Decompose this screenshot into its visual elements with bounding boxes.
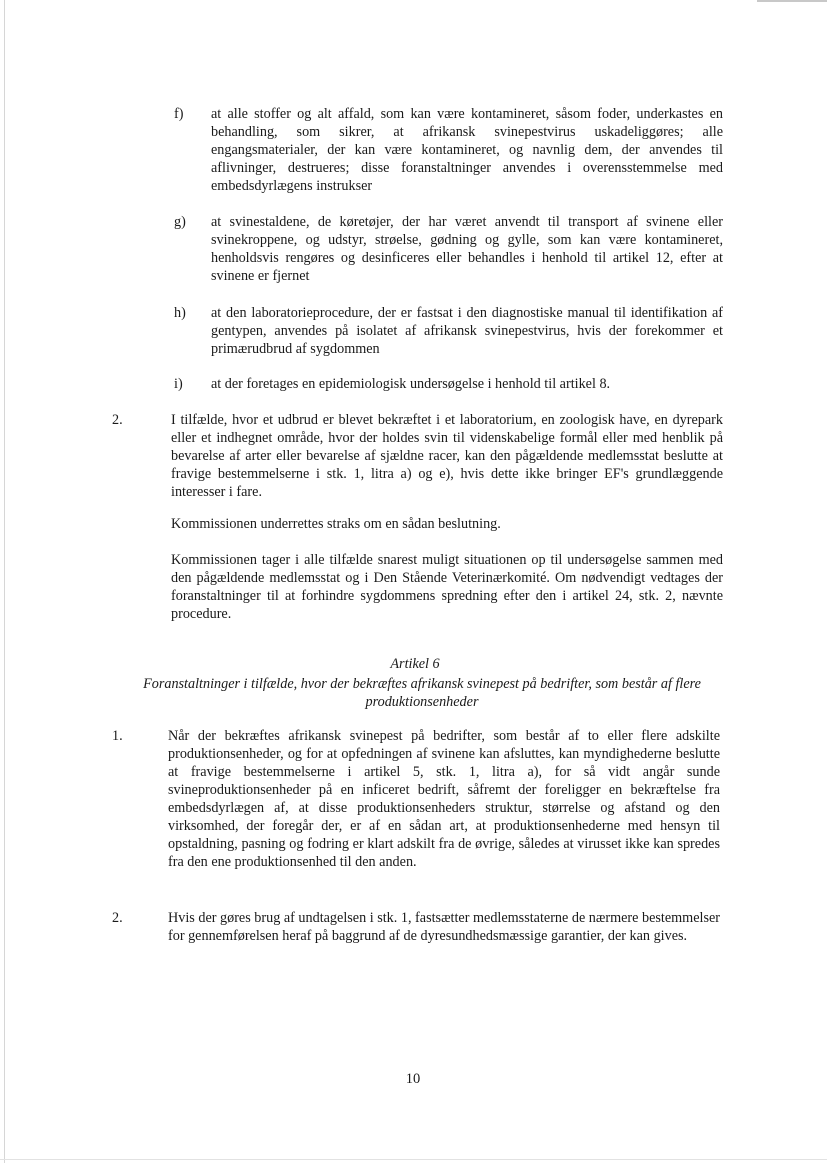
page-number: 10 [405, 1071, 421, 1087]
paragraph-2-notice: Kommissionen underrettes straks om en sådan beslutning. [171, 516, 501, 532]
paragraph-2-review: Kommissionen tager i alle tilfælde snarest muligt situationen op til undersøgelse sammen med den pågældende medlemsstat og i Den Stående Veterinærkomité. Om nødvendigt vedtages der foranstaltninger til at forhindre sygdommens spredning efter den i artikel 24, stk. 2, nævnte procedure. [171, 552, 723, 622]
article-paragraph-number-2: 2. [112, 910, 123, 926]
list-item-label-g: g) [174, 214, 186, 230]
article-subtitle: Foranstaltninger i tilfælde, hvor der bekræftes afrikansk svinepest på bedrifter, som består af flere produktionsenheder [143, 676, 701, 710]
article-paragraph-2-text: Hvis der gøres brug af undtagelsen i stk. 1, fastsætter medlemsstaterne de nærmere bestemmelser for gennemførelsen heraf på baggrund af de dyresundhedsmæssige garantier, der kan gives. [168, 910, 720, 944]
article-paragraph-1-text: Når der bekræftes afrikansk svinepest på bedrifter, som består af to eller flere adskilte produktionsenheder, og for at opfedningen af svinene kan afsluttes, kan myndighederne beslutte at fravige bestemmelserne i artikel 5, stk. 1, litra a), for så vidt angår sunde svineproduktionsenheder på en inficeret bedrift, såfremt der foreligger en bekræftelse fra embedsdyrlægen af, at disse produktionsenheders struktur, størrelse og afstand og den virksomhed, der foregår der, er af en sådan art, at produktionsenhederne med hensyn til opstaldning, pasning og fodring er klart adskilt fra de øvrige, således at virusset ikke kan spredes fra den ene produktionsenhed til den anden. [168, 728, 720, 870]
list-item-text-i: at der foretages en epidemiologisk undersøgelse i henhold til artikel 8. [211, 376, 611, 392]
list-item-label-i: i) [174, 376, 183, 392]
scan-edge-bottom [0, 1159, 827, 1160]
article-paragraph-number-1: 1. [112, 728, 123, 744]
list-item-text-h: at den laboratorieprocedure, der er fastsat i den diagnostiske manual til identifikation af gentypen, anvendes på isolatet af afrikansk svinepestvirus, hvis der forekommer et primærudbrud af sygdommen [211, 305, 723, 357]
list-item-label-h: h) [174, 305, 186, 321]
scan-edge-top [757, 0, 827, 2]
paragraph-2-text: I tilfælde, hvor et udbrud er blevet bekræftet i et laboratorium, en zoologisk have, en dyrepark eller et indhegnet område, hvor der holdes svin til videnskabelige formål eller med henblik på bevarelse af arter eller bevarelse af sjældne racer, kan den pågældende medlemsstat beslutte at fravige bestemmelserne i stk. 1, litra a) og e), hvis dette ikke bringer EF's grundlæggende interesser i fare. [171, 412, 723, 500]
scan-edge-left [4, 0, 5, 1163]
list-item-text-g: at svinestaldene, de køretøjer, der har været anvendt til transport af svinene eller svinekroppene, og udstyr, strøelse, gødning og gylle, som kan være kontamineret, henholdsvis rengøres og desinficeres eller behandles i henhold til artikel 12, efter at svinene er fjernet [211, 214, 723, 284]
list-item-text-f: at alle stoffer og alt affald, som kan være kontamineret, såsom foder, underkastes en behandling, som sikrer, at afrikansk svinepestvirus uskadeliggøres; alle engangsmaterialer, der kan være kontamineret, og navnlig dem, der anvendes til aflivninger, destrueres; disse foranstaltninger anvendes i overensstemmelse med embedsdyrlægens instrukser [211, 106, 723, 194]
article-title: Artikel 6 [390, 656, 440, 672]
paragraph-number-2: 2. [112, 412, 123, 428]
list-item-label-f: f) [174, 106, 184, 122]
